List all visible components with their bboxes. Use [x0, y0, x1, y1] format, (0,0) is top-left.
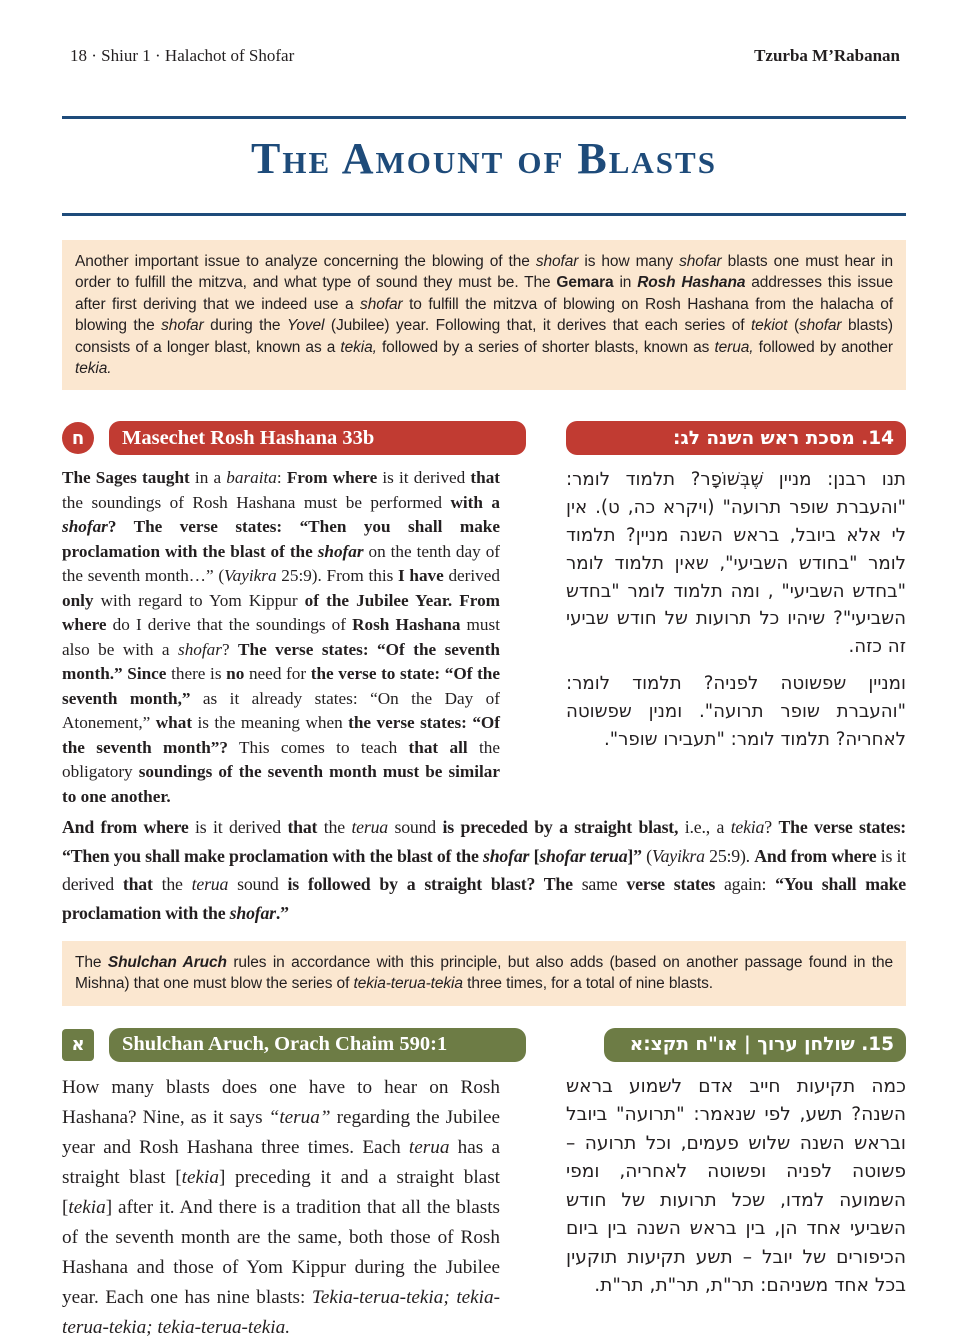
- section14-hebrew-paragraph-2: ומניין שפשוטה לפניה? תלמוד לומר: "והעברת שופר תרועה". ומנין שפשוטה לאחריה? תלמוד לומר: "תעבירו שופר".: [566, 673, 906, 750]
- running-header: [62, 44, 906, 68]
- section15-title-hebrew: 15. שולחן ערוך | או"ח תקצ:א: [604, 1028, 906, 1062]
- section14-title-hebrew: 14. מסכת ראש השנה לג:: [566, 421, 906, 455]
- section15-english-text: How many blasts does one have to hear on Rosh Hashana? Nine, as it says “terua” regarding the Jubilee year and Rosh Hashana three times. Each terua has a straight blast [tekia] preceding it and a straight blast [tekia] after it. And there is a tradition that all the blasts of the seventh month are the same, both those of Rosh Hashana and those of Yom Kippur during the Jubilee year. Each one has nine blasts: Tekia-terua-tekia; tekia- terua-tekia; tekia-terua-tekia.: [62, 1076, 501, 1338]
- section15-badge: א: [62, 1029, 94, 1061]
- top-rule: [62, 116, 906, 119]
- section15-hebrew-text: [566, 1073, 906, 1343]
- section14-columns: [62, 466, 906, 809]
- section15-title-english: Shulchan Aruch, Orach Chaim 590:1: [109, 1028, 526, 1062]
- title-bottom-rule: [62, 213, 906, 216]
- running-header-left: 18 · Shiur 1 · Halachot of Shofar: [70, 46, 295, 65]
- section15-header-row: [62, 1028, 906, 1062]
- section15-hebrew-paragraph-1: כמה תקיעות חייב אדם לשמוע בראש השנה? תשע, לפי שנאמר: "תרועה" ביובל ובראש השנה שלוש פעמים, וכל תרועה – פשוטה לפניה ופשוטה לאחריה, ומפי השמועה למדו, שכל תרועות של חודש השביעי אחד הן, בין בראש השנה בין ביום הכיפורים של יובל – תשע תקיעות תוקעין בכל אחד משניהם: תר"ת, תר"ת, תר"ת.: [566, 1075, 906, 1297]
- section-masechet-rosh-hashana: [62, 421, 906, 809]
- running-header-right: Tzurba M’Rabanan: [754, 46, 900, 65]
- section14-header-row: [62, 421, 906, 455]
- gemara-continuation-text: And from where is it derived that the terua sound is preceded by a straight blast, i.e., a tekia? The verse states: “Then you shall make proclamation with the blast of the shofar [shofar terua]” (Vayikra 25:9). And from where is it derived that the terua sound is followed by a straight blast? The same verse states again: “You shall make proclamation with the shofar.”: [62, 817, 907, 923]
- section-shulchan-aruch: [62, 1028, 906, 1343]
- page-title: The Amount of Blasts: [251, 134, 717, 183]
- section14-hebrew-paragraph-1: תנו רבנן: מניין שֶׁבְּשׁוֹפָר? תלמוד לומר: "והעברת שופר תרועה" (ויקרא כה, ט). אין לי אלא ביובל, בראש השנה מניין? תלמוד לומר "בחודש השביעי", שאין תלמוד לומר "בחדש השביעי" , ומה תלמוד לומר "בחדש השביעי"? שיהיו כל תרועות של חודש שביעי זה כזה.: [566, 469, 906, 658]
- section14-hebrew-text: [566, 466, 906, 809]
- section14-badge: ח: [62, 422, 94, 454]
- section15-columns: [62, 1073, 906, 1343]
- section14-title-english: Masechet Rosh Hashana 33b: [109, 421, 526, 455]
- shulchan-aruch-note: The Shulchan Aruch rules in accordance with this principle, but also adds (based on another passage found in the Mishna) that one must blow the series of tekia-terua-tekia three times, for a total of nine blasts.: [62, 941, 906, 1006]
- section14-english-text: The Sages taught in a baraita: From where is it derived that the soundings of Rosh Hashana must be performed with a shofar? The verse states: “Then you shall make proclamation with the blast of the shofar on the tenth day of the seventh month…” (Vayikra 25:9). From this I have derived only with regard to Yom Kippur of the Jubilee Year. From where do I derive that the soundings of Rosh Hashana must also be with a shofar? The verse states: “Of the seventh month.” Since there is no need for the verse to state: “Of the seventh month,” as it already states: “On the Day of Atonement,” what is the meaning when the verse states: “Of the seventh month”? This comes to teach that all the obligatory soundings of the seventh month must be similar to one another.: [62, 468, 501, 806]
- intro-note: Another important issue to analyze concerning the blowing of the shofar is how many shofar blasts one must hear in order to fulfill the mitzva, and what type of sound they must be. The Gemara in Rosh Hashana addresses this issue after first deriving that we indeed use a shofar to fulfill the mitzva of blowing on Rosh Hashana from the halacha of blowing the shofar during the Yovel (Jubilee) year. Following that, it derives that each series of tekiot (shofar blasts) consists of a longer blast, known as a tekia, followed by a series of shorter blasts, known as terua, followed by another tekia.: [62, 240, 906, 390]
